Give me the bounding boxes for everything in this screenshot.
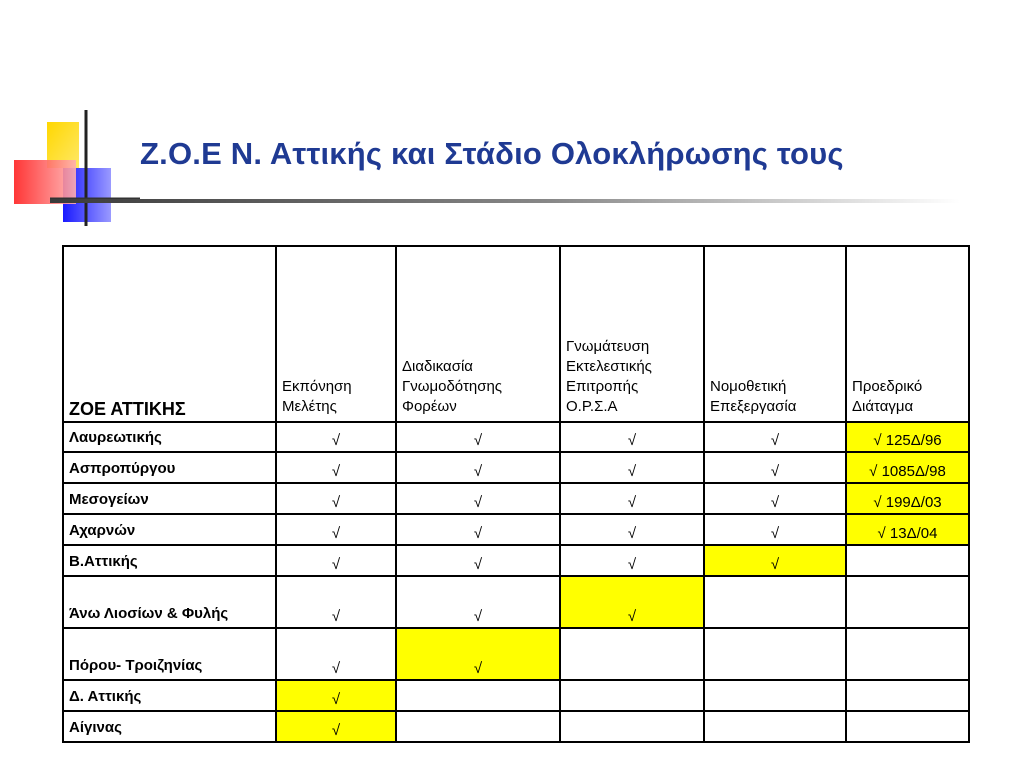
status-cell: √ [276, 576, 396, 628]
status-cell [846, 628, 969, 680]
status-cell: √ [704, 422, 846, 452]
status-cell [846, 576, 969, 628]
status-cell: √ [704, 452, 846, 483]
status-cell: √ [396, 452, 560, 483]
status-cell: √ [276, 452, 396, 483]
status-cell: √ [560, 545, 704, 576]
status-cell: √ [396, 422, 560, 452]
table-row [63, 514, 969, 545]
table-row [63, 680, 969, 711]
status-cell: √ [560, 422, 704, 452]
header-stage-3: Γνωμάτευση Εκτελεστικής Επιτροπής Ο.Ρ.Σ.Α [560, 246, 704, 422]
table-row [63, 576, 969, 628]
header-stage-2: Διαδικασία Γνωμοδότησης Φορέων [396, 246, 560, 422]
status-cell: √ [704, 483, 846, 514]
status-cell [846, 711, 969, 742]
header-stage-1: Εκπόνηση Μελέτης [276, 246, 396, 422]
table-row [63, 711, 969, 742]
status-cell: √ 125Δ/96 [846, 422, 969, 452]
zoe-name-cell: Λαυρεωτικής [63, 422, 276, 452]
table-row [63, 483, 969, 514]
zoe-name-cell: Δ. Αττικής [63, 680, 276, 711]
status-cell: √ [276, 514, 396, 545]
zoe-name-cell: Ασπροπύργου [63, 452, 276, 483]
header-stage-5: Προεδρικό Διάταγμα [846, 246, 969, 422]
status-cell: √ [560, 514, 704, 545]
status-cell: √ [704, 545, 846, 576]
zoe-status-table [62, 245, 970, 743]
status-cell [704, 711, 846, 742]
zoe-name-cell: Πόρου- Τροιζηνίας [63, 628, 276, 680]
status-cell [704, 628, 846, 680]
page-title: Ζ.Ο.Ε Ν. Αττικής και Στάδιο Ολοκλήρωσης τους [140, 136, 844, 171]
status-cell: √ [396, 545, 560, 576]
status-cell: √ [704, 514, 846, 545]
header-stage-4: Νομοθετική Επεξεργασία [704, 246, 846, 422]
title-underline [50, 199, 960, 203]
status-cell: √ [560, 576, 704, 628]
header-row [63, 246, 969, 422]
status-cell: √ [396, 576, 560, 628]
status-cell: √ 199Δ/03 [846, 483, 969, 514]
status-cell [846, 680, 969, 711]
status-cell: √ [276, 628, 396, 680]
status-cell: √ [396, 514, 560, 545]
decorative-squares-logo [0, 100, 140, 230]
status-cell [560, 680, 704, 711]
status-cell [560, 711, 704, 742]
table-row [63, 628, 969, 680]
status-cell: √ [276, 422, 396, 452]
status-cell: √ [560, 452, 704, 483]
status-cell: √ 13Δ/04 [846, 514, 969, 545]
status-cell: √ [396, 483, 560, 514]
status-cell: √ [276, 545, 396, 576]
status-cell [704, 576, 846, 628]
status-cell: √ [276, 680, 396, 711]
status-cell: √ 1085Δ/98 [846, 452, 969, 483]
status-cell [560, 628, 704, 680]
zoe-name-cell: Β.Αττικής [63, 545, 276, 576]
status-cell [704, 680, 846, 711]
zoe-name-cell: Αίγινας [63, 711, 276, 742]
status-cell: √ [276, 483, 396, 514]
zoe-name-cell: Άνω Λιοσίων & Φυλής [63, 576, 276, 628]
status-cell [396, 711, 560, 742]
table-row [63, 545, 969, 576]
status-cell: √ [560, 483, 704, 514]
status-cell [396, 680, 560, 711]
status-cell [846, 545, 969, 576]
status-cell: √ [396, 628, 560, 680]
status-cell: √ [276, 711, 396, 742]
table-row [63, 452, 969, 483]
zoe-name-cell: Μεσογείων [63, 483, 276, 514]
zoe-name-cell: Αχαρνών [63, 514, 276, 545]
header-zoe-name: ΖΟΕ ΑΤΤΙΚΗΣ [63, 246, 276, 422]
table-row [63, 422, 969, 452]
